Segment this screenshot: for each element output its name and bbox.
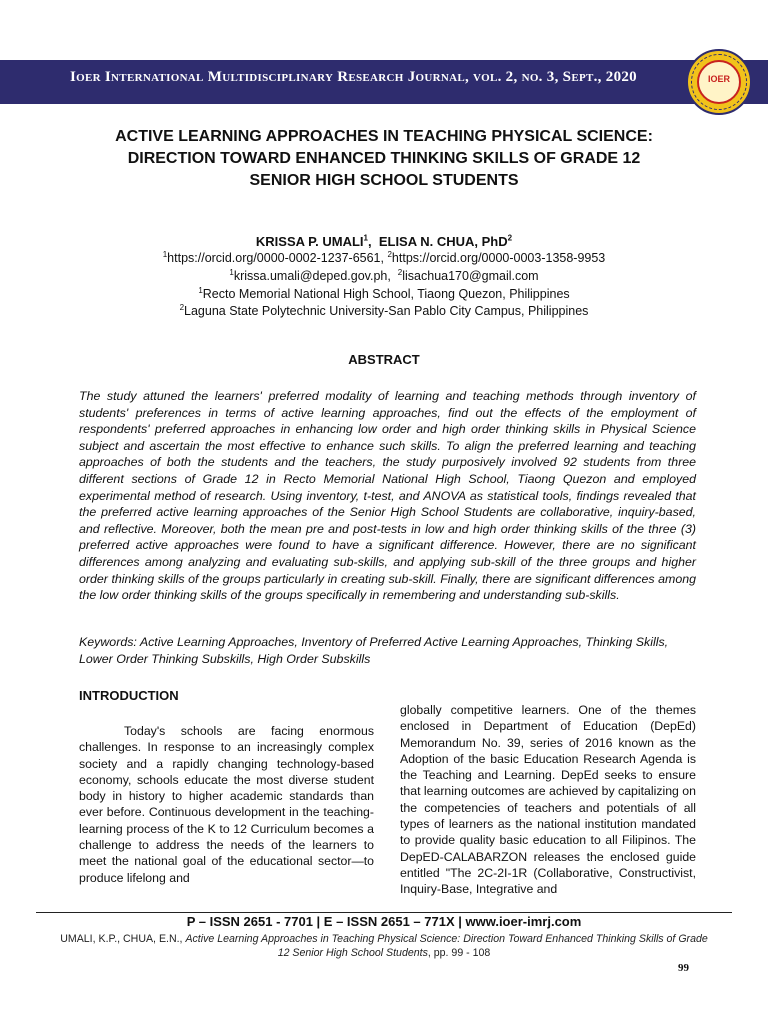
orcid-2: https://orcid.org/0000-0003-1358-9953	[391, 251, 606, 265]
paper-title-line-3: SENIOR HIGH SCHOOL STUDENTS	[249, 172, 519, 189]
email-1: krissa.umali@deped.gov.ph,	[233, 269, 391, 283]
introduction-left-column: Today's schools are facing enormous challenges. In response to an increasingly complex society and a rapidly changing technology-based economy, schools educate the most diverse student body in history to higher academic standards than ever before. Continuous development in the teaching-learning process of the K to 12 Curriculum becomes a challenge to address the needs of the learners to meet the national goal of the educational sector—to produce lifelong and	[79, 724, 374, 885]
email-2: lisachua170@gmail.com	[402, 269, 539, 283]
introduction-right-column: globally competitive learners. One of the themes enclosed in Department of Education (DepEd) Memorandum No. 39, series of 2016 known as the Adoption of the basic Education Research Agenda is the Teaching and Learning. DepEd seeks to ensure that learning outcomes are achieved by capitalizing on the competencies of teachers and potentials of all types of learners as the national institution mandated to provide quality basic education to all Filipinos. The DepED-CALABARZON releases the enclosed guide entitled "The 2C-2I-1R (Collaborative, Constructivist, Inquiry-Base, Integrative and	[400, 703, 696, 897]
affiliation-2: $^2$Laguna State Polytechnic University-San Pablo City Campus, Philippines	[179, 302, 589, 318]
orcid-line: $^1$https://orcid.org/0000-0002-1237-6561, $^2$https://orcid.org/0000-0003-1358-9953	[162, 249, 606, 265]
email-line: $^1$krissa.umali@deped.gov.ph, $^2$lisachua170@gmail.com	[229, 267, 539, 283]
author-1: KRISSA P. UMALI	[255, 234, 364, 249]
seal-center	[697, 60, 741, 104]
paper-title-line-1: ACTIVE LEARNING APPROACHES IN TEACHING PHYSICAL SCIENCE:	[115, 128, 653, 145]
keywords: Keywords: Active Learning Approaches, Inventory of Preferred Active Learning Approaches, Thinking Skills, Lower Order Thinking Subskills, High Order Subskills	[79, 635, 669, 666]
abstract-body: The study attuned the learners' preferred modality of learning and teaching methods through inventory of students' preferences in terms of active learning approaches, find out the effects of the employment of respondents' preferred approaches in enhancing low order and high order thinking skills in Physical Science subject and ascertain the most effective to enhance such skills. To align the preferred learning and teaching approaches of both the students and the teachers, the study purposively involved 92 students from three different sections of Grade 12 in Recto Memorial National High School, Tiaong Quezon and employed experimental method of research. Using inventory, t-test, and ANOVA as statistical tools, findings revealed that the preferred active learning approaches of the Senior High School Students are collaborative, inquiry-based, and reflective. Moreover, both the mean pre and post-tests in low and high order thinking skills of the three (3) preferred active approaches were found to have a significant difference. However, there are no significant differences among analyzing and evaluating sub-skills, and applying sub-skill of the three groups and higher order thinking skills of the groups particularly in creating sub-skill. Finally, there are significant differences among the low order thinking skills of the groups specifically in remembering and understanding sub-skills.	[79, 389, 696, 603]
paper-title-line-2: DIRECTION TOWARD ENHANCED THINKING SKILLS OF GRADE 12	[127, 150, 641, 167]
introduction-heading: INTRODUCTION	[79, 688, 179, 703]
page-number: 99	[678, 962, 689, 974]
citation: UMALI, K.P., CHUA, E.N., Active Learning Approaches in Teaching Physical Science: Direction Toward Enhanced Thinking Skills of Grade 12 Senior High School Students, pp. 99 - 108	[60, 933, 708, 959]
seal-text: IOER	[707, 74, 730, 84]
journal-seal-icon	[686, 49, 752, 115]
journal-title: Ioer International Multidisciplinary Research Journal, vol. 2, no. 3, Sept., 2020	[70, 69, 637, 85]
authors-line: KRISSA P. UMALI$^1$, ELISA N. CHUA, PhD$^2$	[255, 233, 513, 249]
footer-divider	[36, 912, 732, 913]
affiliation-1: $^1$Recto Memorial National High School, Tiaong Quezon, Philippines	[198, 285, 570, 301]
author-2: ELISA N. CHUA, PhD	[378, 234, 508, 249]
issn-line: P – ISSN 2651 - 7701 | E – ISSN 2651 – 771X | www.ioer-imrj.com	[186, 914, 582, 929]
abstract-heading: ABSTRACT	[348, 352, 420, 367]
orcid-1: https://orcid.org/0000-0002-1237-6561,	[167, 251, 388, 265]
